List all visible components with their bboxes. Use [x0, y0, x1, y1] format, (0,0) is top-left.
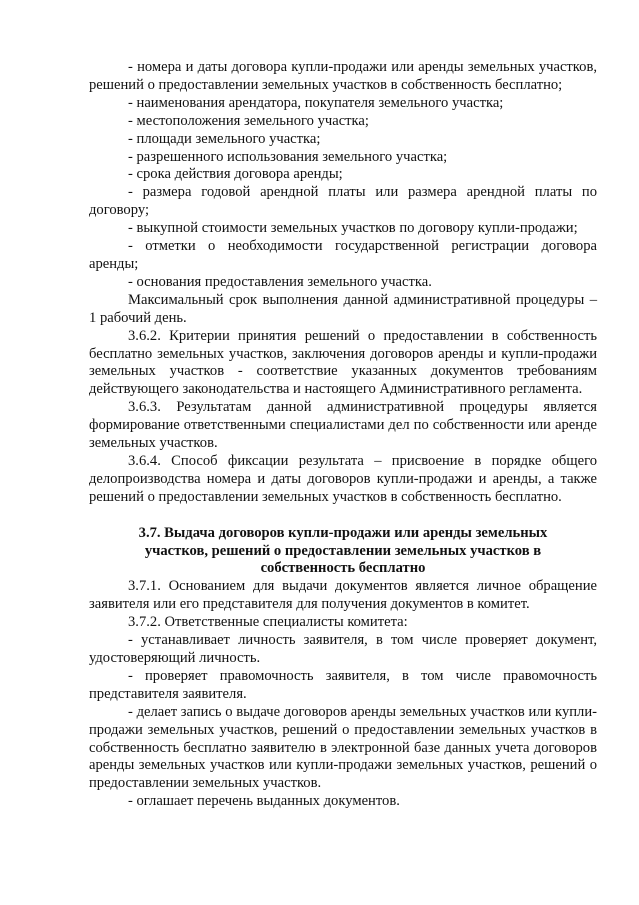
paragraph: 3.7.2. Ответственные специалисты комитета:: [128, 614, 408, 631]
paragraph: Максимальный срок выполнения данной административной процедуры – 1 рабочий день.: [89, 291, 597, 326]
paragraph: - устанавливает личность заявителя, в том числе проверяет документ, удостоверяющий личность.: [89, 632, 597, 666]
paragraph: - наименования арендатора, покупателя земельного участка;: [128, 94, 504, 111]
paragraph: - делает запись о выдаче договоров аренды земельных участков или купли-продажи земельных участков, решений о предоставлении земельных участков в собственность бесплатно заявителю в электронной базе данных учета договоров аренды земельных участков или купли-продажи земельных участков, решений о предоставлении земельных участков.: [89, 703, 597, 792]
paragraph: - отметки о необходимости государственной регистрации договора аренды;: [89, 238, 597, 272]
paragraph: - площади земельного участка;: [128, 130, 321, 147]
section-spacer: [89, 507, 597, 525]
paragraph: - разрешенного использования земельного участка;: [128, 148, 448, 165]
paragraph: - номера и даты договора купли-продажи или аренды земельных участков, решений о предоставлении земельных участков в собственность бесплатно;: [89, 59, 597, 93]
paragraph: - срока действия договора аренды;: [128, 166, 343, 183]
paragraph: 3.6.3. Результатам данной административной процедуры является формирование ответственными специалистами дел по собственности или аренде земельных участков.: [89, 399, 597, 452]
paragraph: 3.7.1. Основанием для выдачи документов является личное обращение заявителя или его представителя для получения документов в комитет.: [89, 578, 597, 613]
paragraph: - местоположения земельного участка;: [128, 112, 369, 129]
paragraph: - проверяет правомочность заявителя, в том числе правомочность представителя заявителя.: [89, 667, 597, 702]
paragraph: - оглашает перечень выданных документов.: [128, 793, 400, 810]
section-heading: 3.7. Выдача договоров купли-продажи или аренды земельных участков, решений о предоставлении земельных участков в собственность бесплатно: [138, 524, 548, 577]
paragraph: 3.6.2. Критерии принятия решений о предоставлении в собственность бесплатно земельных участков, заключения договоров аренды и купли-продажи земельных участков - соответствие указанных документов требованиям действующего законодательства и настоящего Административного регламента.: [89, 327, 597, 398]
document-page: [89, 59, 597, 811]
paragraph: - размера годовой арендной платы или размера арендной платы по договору;: [89, 184, 597, 219]
paragraph: 3.6.4. Способ фиксации результата – присвоение в порядке общего делопроизводства номера и даты договоров купли-продажи и аренды, а также решений о предоставлении земельных участков в собственность бесплатно.: [89, 452, 597, 505]
paragraph: - основания предоставления земельного участка.: [128, 273, 432, 290]
paragraph: - выкупной стоимости земельных участков по договору купли-продажи;: [128, 220, 578, 237]
